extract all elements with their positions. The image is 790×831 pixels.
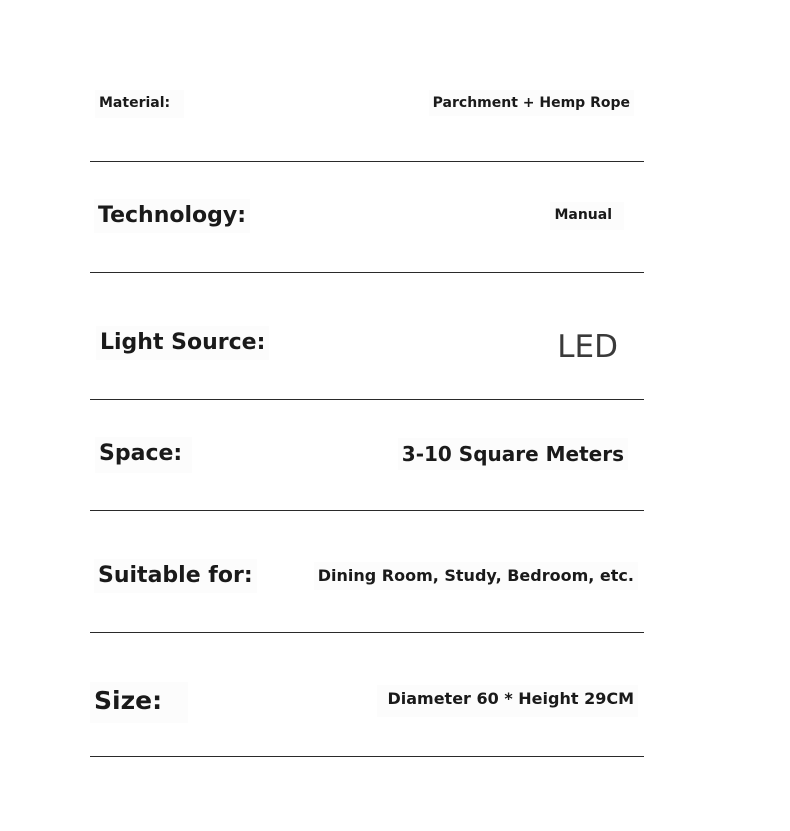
spec-label-space: Space: — [95, 437, 192, 473]
spec-label-size: Size: — [90, 682, 188, 723]
spec-value-suitable-for: Dining Room, Study, Bedroom, etc. — [314, 562, 638, 590]
spec-value-material: Parchment + Hemp Rope — [429, 90, 634, 116]
spec-value-size: Diameter 60 * Height 29CM — [377, 685, 638, 717]
spec-label-suitable-for: Suitable for: — [94, 559, 257, 593]
row-divider — [90, 272, 644, 273]
row-divider — [90, 510, 644, 511]
spec-label-light-source: Light Source: — [96, 326, 269, 360]
spec-label-technology: Technology: — [94, 199, 250, 233]
spec-value-technology: Manual — [550, 202, 624, 230]
spec-value-space: 3-10 Square Meters — [398, 438, 628, 470]
row-divider — [90, 399, 644, 400]
row-divider — [90, 632, 644, 633]
row-divider — [90, 756, 644, 757]
spec-label-material: Material: — [95, 90, 184, 118]
row-divider — [90, 161, 644, 162]
spec-value-light-source: LED — [557, 329, 618, 365]
